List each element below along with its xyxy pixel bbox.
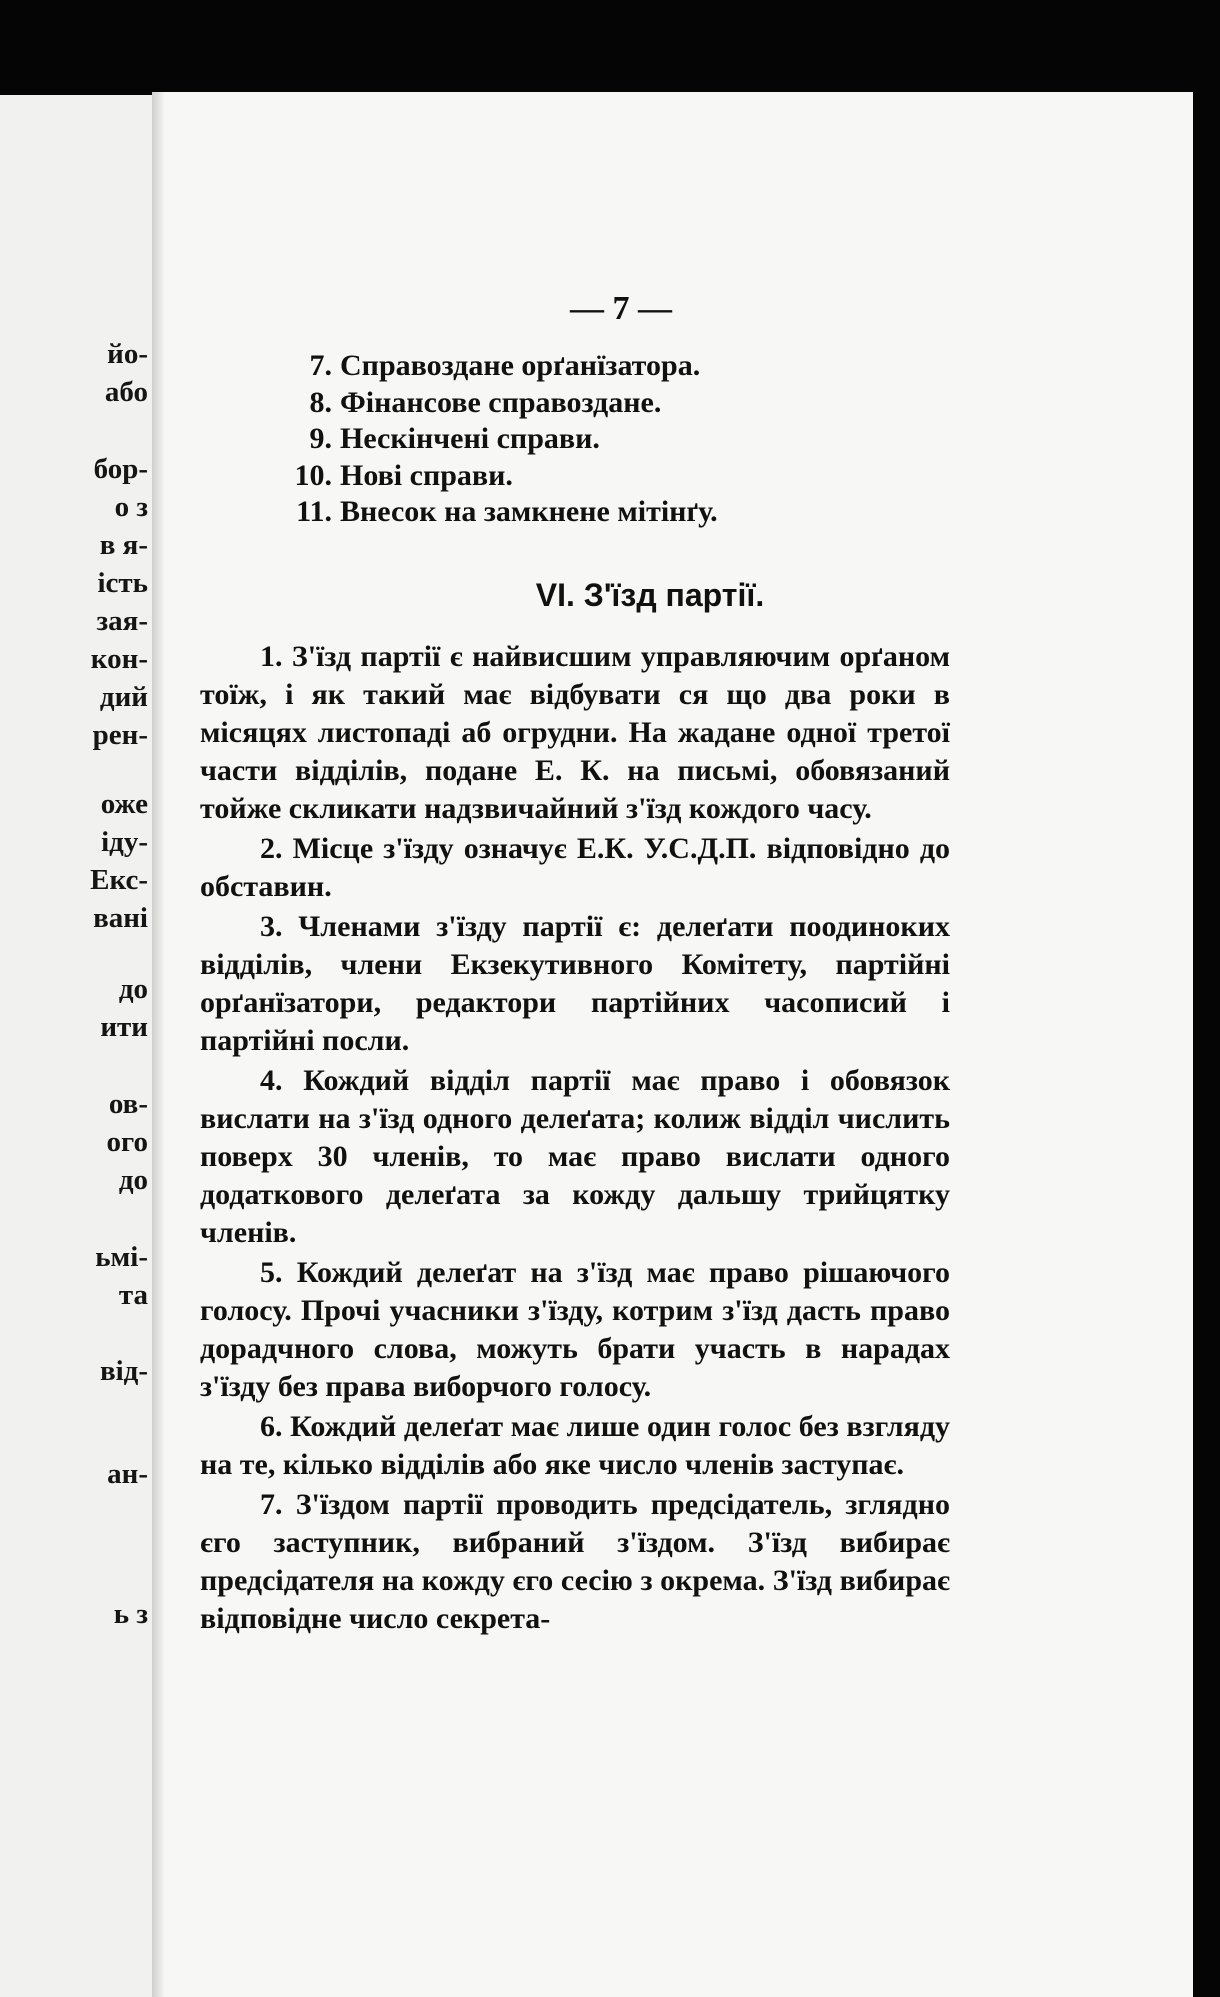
facing-page-line: ан- xyxy=(107,1458,148,1490)
facing-page-line: та xyxy=(118,1279,148,1311)
facing-page-line: ьмі- xyxy=(95,1241,148,1273)
facing-page-line: дий xyxy=(99,681,148,713)
page-gutter xyxy=(152,92,164,1997)
facing-page-line: о з xyxy=(114,491,148,523)
facing-page-line: оже xyxy=(100,788,148,820)
paragraph: 7. З'їздом партії проводить предсідатель, зглядно єго заступник, вибраний з'їздом. З'їзд вибирає предсідателя на кожду єго сесію з окрема. З'їзд вибирає відповідне число секрета- xyxy=(200,1487,950,1635)
facing-page-line: до xyxy=(118,973,148,1005)
paragraph: 2. Місце з'їзду означує Е.К. У.С.Д.П. відповідно до обставин. xyxy=(200,831,950,903)
facing-page-line: від- xyxy=(99,1355,148,1387)
facing-page-line: бор- xyxy=(93,453,148,485)
paragraph: 6. Кождий делеґат має лише один голос без взгляду на те, кілько відділів або яке число членів заступає. xyxy=(200,1409,950,1481)
facing-page-line: вані xyxy=(93,902,148,934)
facing-page-line: зая- xyxy=(96,605,148,637)
facing-page-line: або xyxy=(104,376,148,408)
paragraph: 3. Членами з'їзду партії є: делеґати поодиноких відділів, члени Екзекутивного Комітету, партійні орґанїзатори, редактори партійних часописий і партійні посли. xyxy=(200,909,950,1057)
facing-page-line: ити xyxy=(100,1011,148,1043)
facing-page-line: до xyxy=(118,1164,148,1196)
paragraph: 5. Кождий делеґат на з'їзд має право рішаючого голосу. Прочі учасники з'їзду, котрим з'їзд дасть право дорадчного слова, можуть брати участь в нарадах з'їзду без права виборчого голосу. xyxy=(200,1255,950,1403)
agenda-item: 8. Фінансове справоздане. xyxy=(309,385,662,419)
facing-page-line: ого xyxy=(106,1126,148,1158)
agenda-item: 7. Справоздане орґанїзатора. xyxy=(309,349,701,382)
agenda-list xyxy=(200,348,950,531)
agenda-item: 9. Нескінчені справи. xyxy=(309,422,600,455)
facing-page xyxy=(0,95,158,1997)
section-title: VI. З'їзд партії. xyxy=(535,576,765,613)
paragraph: 4. Кождий відділ партії має право і обовязок вислати на з'їзд одного делеґата; колиж відділ числить поверх 30 членів, то має право вислати одного додаткового делеґата за кожду дальшу трийцятку членів. xyxy=(200,1063,950,1249)
facing-page-line: іду- xyxy=(101,826,148,858)
paragraph: 1. З'їзд партії є найвисшим управляючим орґаном тоїж, і як такий має відбувати ся що два роки в місяцях листопаді аб огрудни. На жадане одної третої части відділів, подане Е. К. на письмі, обовязаний тойже скликати надзвичайний з'їзд кождого часу. xyxy=(200,639,951,825)
facing-page-line: ь з xyxy=(113,1598,148,1630)
facing-page-line: ов- xyxy=(108,1088,148,1120)
page-content xyxy=(200,348,950,1640)
facing-page-line: рен- xyxy=(92,719,148,751)
agenda-item: 10. Нові справи. xyxy=(294,458,513,492)
facing-page-line: кон- xyxy=(90,643,148,675)
page-number: — 7 — xyxy=(570,290,672,327)
facing-page-line: в я- xyxy=(99,529,148,561)
facing-page-line: йо- xyxy=(107,338,148,370)
agenda-item: 11. Внесок на замкнене мітінґу. xyxy=(296,495,718,528)
facing-page-line: Екс- xyxy=(90,864,148,896)
facing-page-line: ість xyxy=(97,567,148,599)
